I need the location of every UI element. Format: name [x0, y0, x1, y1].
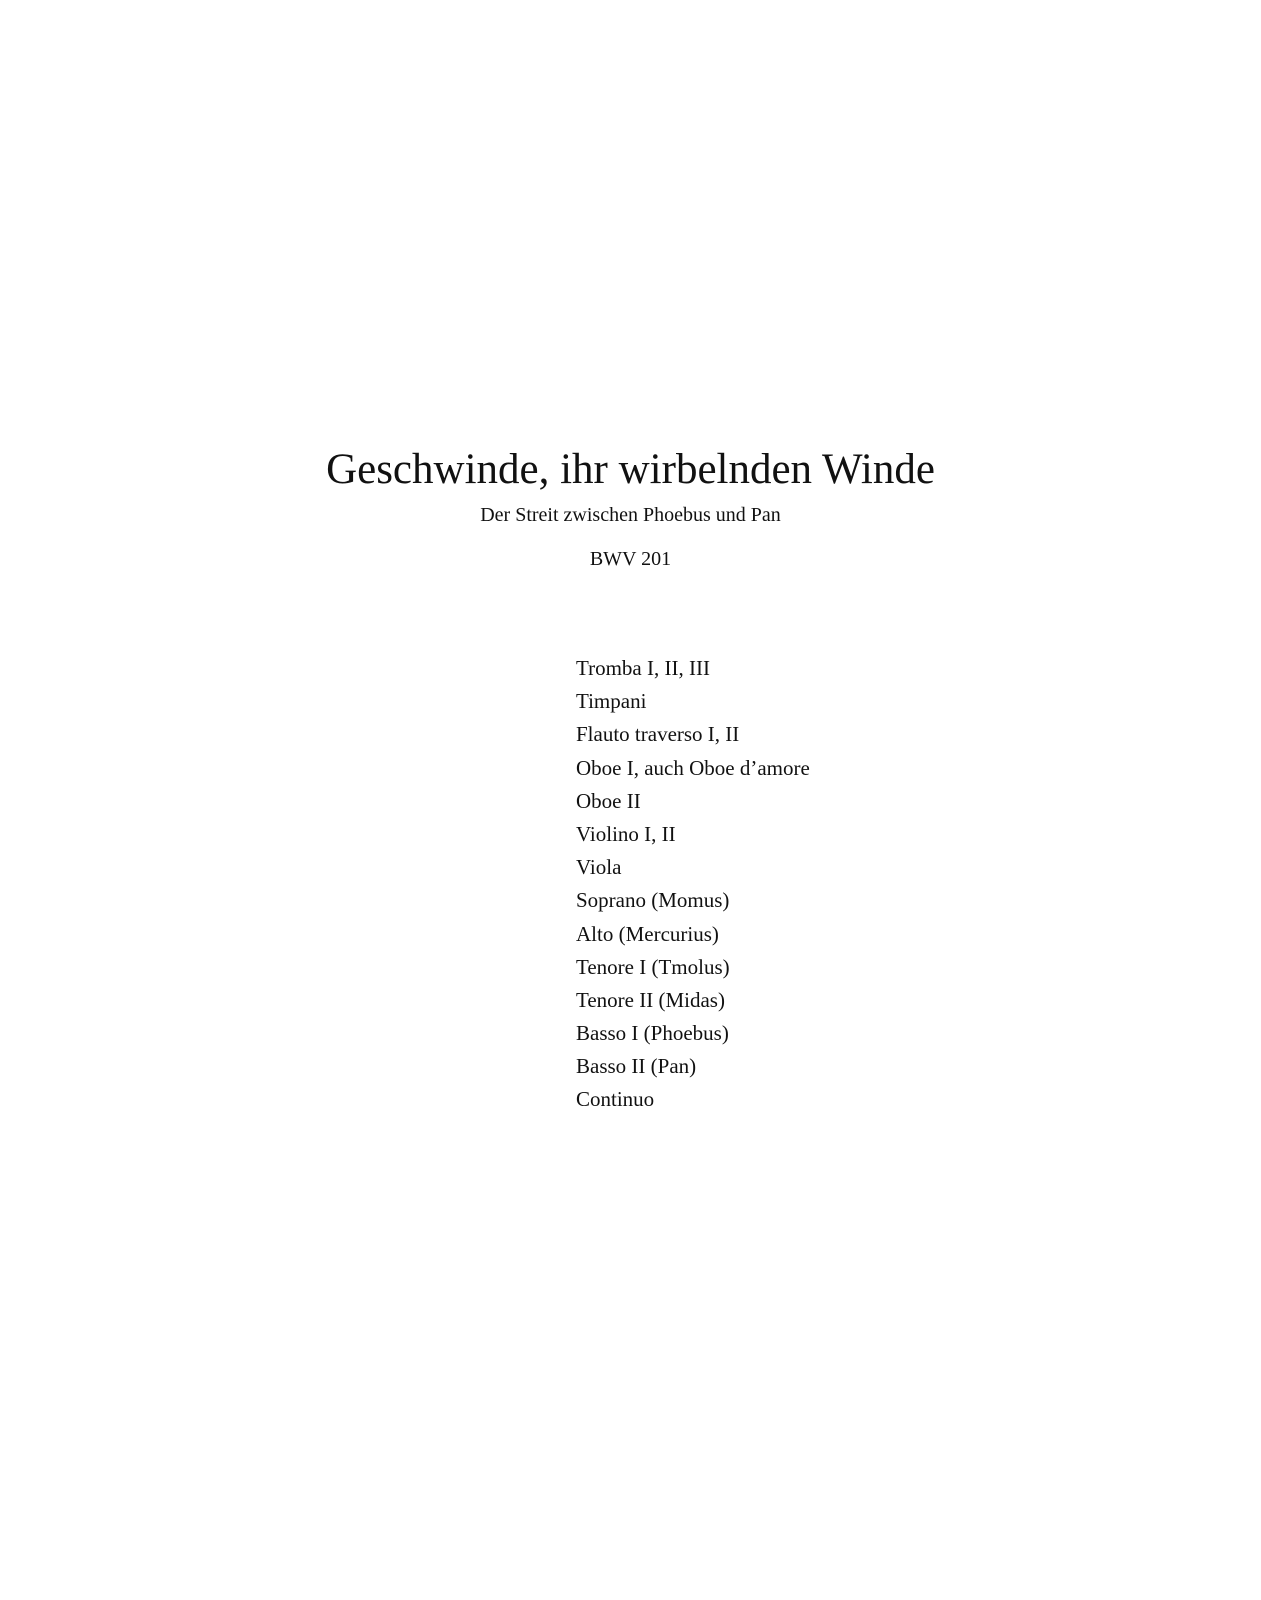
- instrument-item: Oboe I, auch Oboe d’amore: [576, 755, 810, 780]
- instrument-item: Basso I (Phoebus): [576, 1021, 729, 1046]
- instrument-item: Flauto traverso I, II: [576, 722, 740, 747]
- instrument-item: Viola: [576, 855, 622, 880]
- instrumentation-list: [576, 654, 996, 1119]
- instrument-item: Violino I, II: [576, 821, 676, 846]
- instrument-item: Tromba I, II, III: [576, 656, 710, 680]
- instrument-item: Alto (Mercurius): [576, 921, 719, 946]
- instrument-item: Oboe II: [576, 788, 641, 813]
- work-title: Geschwinde, ihr wirbelnden Winde: [326, 446, 935, 493]
- instrument-item: Tenore II (Midas): [576, 987, 725, 1012]
- work-subtitle: Der Streit zwischen Phoebus und Pan: [480, 504, 781, 526]
- instrument-item: Basso II (Pan): [576, 1054, 697, 1079]
- instrument-item: Soprano (Momus): [576, 888, 730, 913]
- catalog-number: BWV 201: [589, 548, 672, 570]
- instrument-item: Tenore I (Tmolus): [576, 954, 730, 979]
- instrument-item: Timpani: [576, 689, 647, 714]
- instrument-item: Continuo: [576, 1087, 655, 1112]
